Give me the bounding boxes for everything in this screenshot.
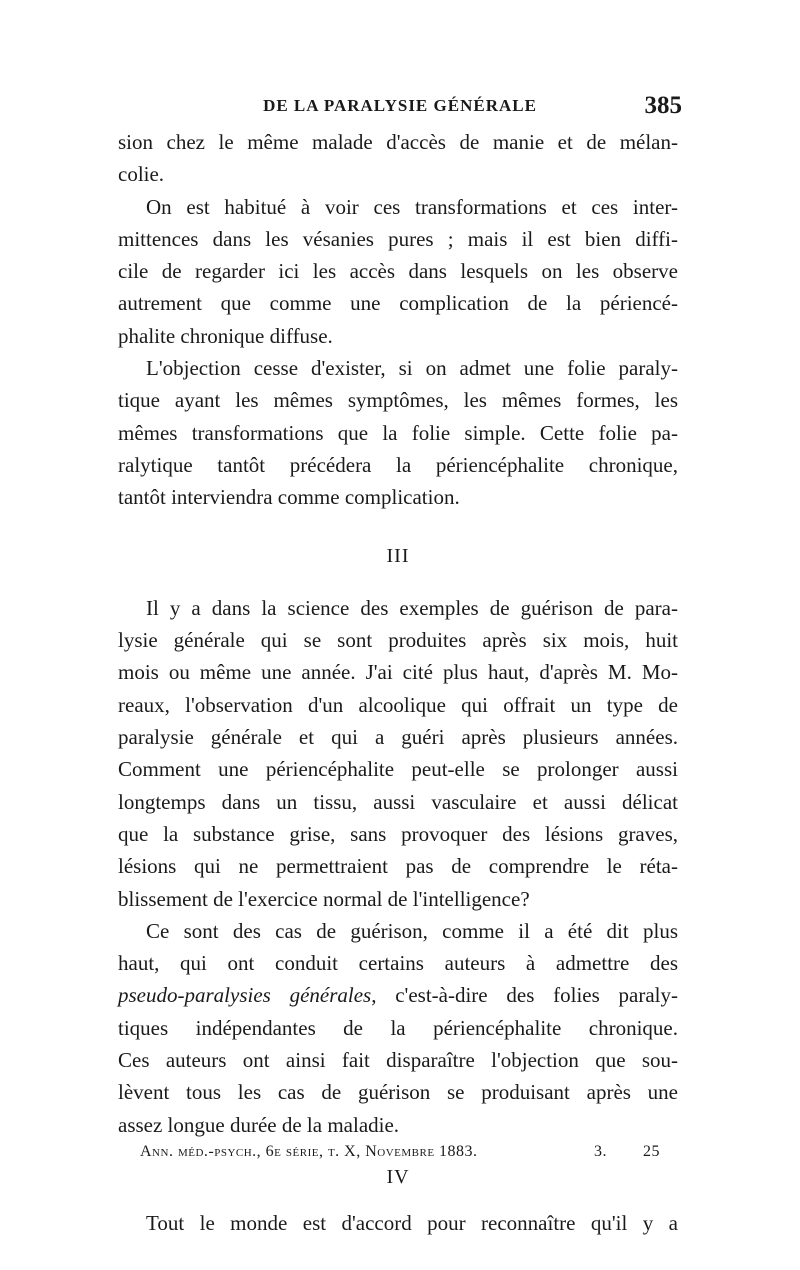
- text-line: assez longue durée de la maladie.: [118, 1112, 400, 1137]
- text-line: paralysie générale et qui a guéri après plusieurs années.: [118, 725, 678, 750]
- running-title: DE LA PARALYSIE GÉNÉRALE: [263, 96, 537, 115]
- text-line: que la substance grise, sans provoquer des lésions graves,: [118, 821, 678, 846]
- text-fragment: , c'est-à-dire des folies paraly-: [371, 983, 678, 1008]
- signature-mark: [594, 1143, 660, 1161]
- sheet-number: 25: [643, 1143, 660, 1160]
- section-heading-iii: III: [386, 544, 410, 567]
- text-line: ralytique tantôt précédera la périencéphalite chronique,: [118, 452, 678, 477]
- text-line: Tout le monde est d'accord pour reconnaître qu'il y a: [146, 1211, 678, 1236]
- text-line: haut, qui ont conduit certains auteurs à admettre des: [118, 951, 678, 976]
- text-line: mêmes transformations que la folie simple. Cette folie pa-: [118, 420, 678, 445]
- page-footer: [140, 1143, 660, 1161]
- text-line: Il y a dans la science des exemples de guérison de para-: [146, 595, 678, 620]
- text-line: tique ayant les mêmes symptômes, les mêmes formes, les: [118, 388, 678, 413]
- text-line: sion chez le même malade d'accès de manie et de mélan-: [118, 130, 678, 154]
- text-line: tantôt interviendra comme complication.: [118, 485, 460, 510]
- text-line: autrement que comme une complication de la périencé-: [118, 291, 678, 316]
- text-line: mois ou même une année. J'ai cité plus haut, d'après M. Mo-: [118, 660, 678, 685]
- text-line: L'objection cesse d'exister, si on admet une folie paraly-: [146, 356, 678, 381]
- italic-term: pseudo-paralysies générales: [118, 983, 372, 1008]
- text-line: phalite chronique diffuse.: [118, 323, 333, 348]
- page-number: 385: [644, 92, 682, 119]
- text-line: Comment une périencéphalite peut-elle se prolonger aussi: [118, 757, 678, 782]
- text-line-with-italic: [118, 979, 678, 1011]
- signature-number: 3.: [594, 1143, 607, 1160]
- body-text: [118, 126, 678, 1240]
- text-line: cile de regarder ici les accès dans lesquels on les observe: [118, 259, 678, 284]
- text-line: Ce sont des cas de guérison, comme il a été dit plus: [146, 918, 678, 943]
- text-line: lèvent tous les cas de guérison se produisant après une: [118, 1080, 678, 1105]
- page-header: [118, 92, 682, 122]
- text-line: Ces auteurs ont ainsi fait disparaître l'objection que sou-: [118, 1048, 678, 1073]
- text-line: lysie générale qui se sont produites après six mois, huit: [118, 628, 678, 653]
- text-line: longtemps dans un tissu, aussi vasculaire et aussi délicat: [118, 789, 678, 814]
- text-line: tiques indépendantes de la périencéphalite chronique.: [118, 1015, 678, 1040]
- text-line: On est habitué à voir ces transformations et ces inter-: [146, 194, 678, 219]
- text-line: colie.: [118, 162, 165, 187]
- section-heading-iv: IV: [386, 1165, 410, 1188]
- text-line: lésions qui ne permettraient pas de comprendre le réta-: [118, 854, 678, 879]
- text-line: blissement de l'exercice normal de l'intelligence?: [118, 886, 530, 911]
- journal-citation: Ann. méd.-psych., 6e série, t. X, Novembre 1883.: [140, 1143, 478, 1160]
- text-line: reaux, l'observation d'un alcoolique qui offrait un type de: [118, 692, 678, 717]
- text-line: mittences dans les vésanies pures ; mais il est bien diffi-: [118, 226, 678, 251]
